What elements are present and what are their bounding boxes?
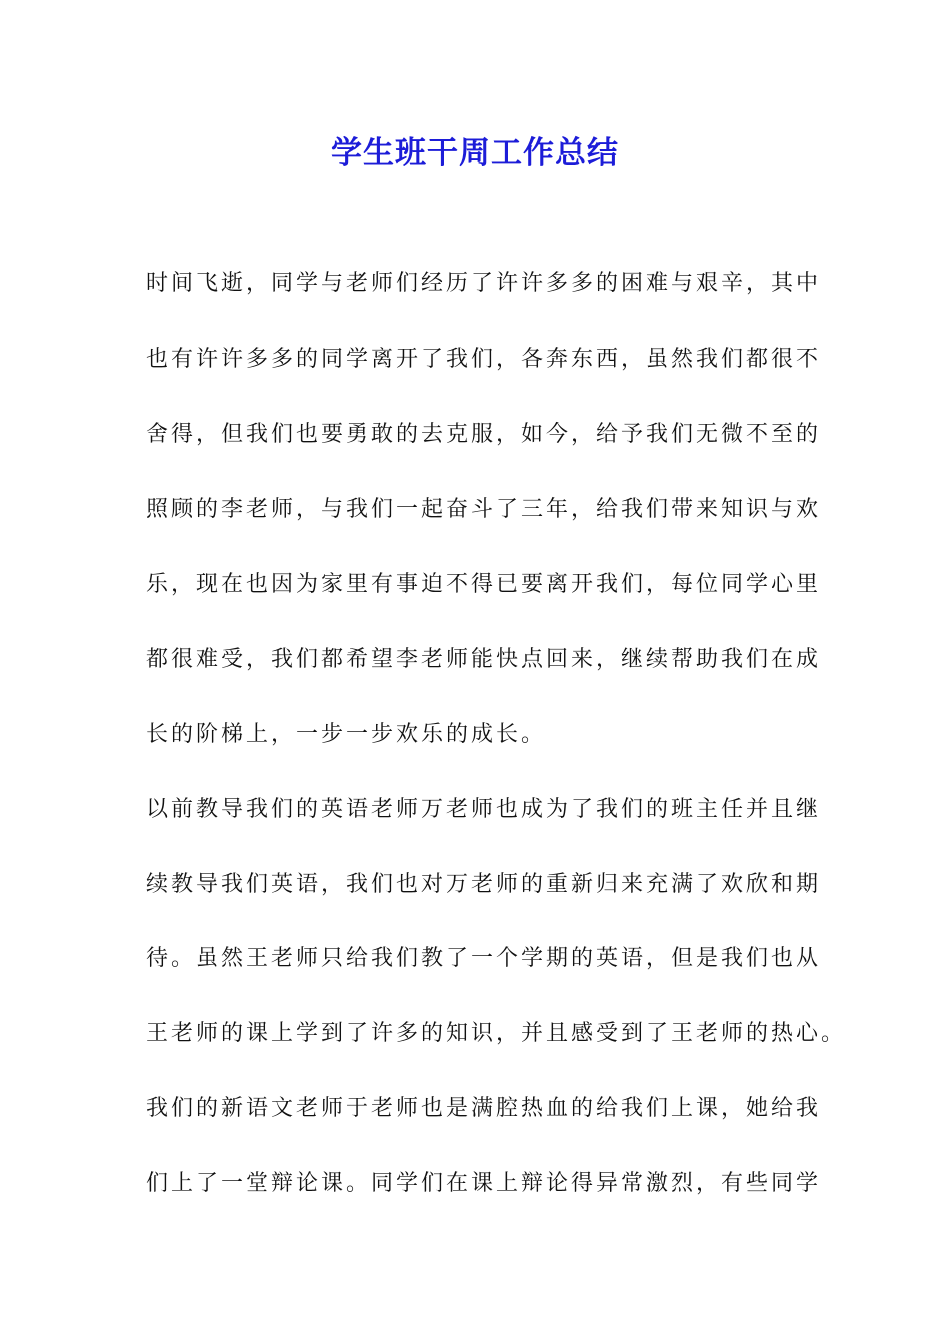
text-line: 也有许许多多的同学离开了我们，各奔东西，虽然我们都很不 <box>146 347 822 372</box>
text-line: 照顾的李老师，与我们一起奋斗了三年，给我们带来知识与欢 <box>146 497 822 522</box>
text-line: 舍得，但我们也要勇敢的去克服，如今，给予我们无微不至的 <box>146 422 822 447</box>
document-title: 学生班干周工作总结 <box>331 135 619 171</box>
text-line: 都很难受，我们都希望李老师能快点回来，继续帮助我们在成 <box>146 647 822 672</box>
text-line: 乐，现在也因为家里有事迫不得已要离开我们，每位同学心里 <box>146 572 822 597</box>
text-line: 我们的新语文老师于老师也是满腔热血的给我们上课，她给我 <box>146 1096 822 1121</box>
text-line: 王老师的课上学到了许多的知识，并且感受到了王老师的热心。 <box>146 1021 847 1046</box>
text-line: 长的阶梯上，一步一步欢乐的成长。 <box>146 722 547 747</box>
text-line: 待。虽然王老师只给我们教了一个学期的英语，但是我们也从 <box>146 946 822 971</box>
text-line: 续教导我们英语，我们也对万老师的重新归来充满了欢欣和期 <box>146 872 822 897</box>
text-line: 时间飞逝，同学与老师们经历了许许多多的困难与艰辛，其中 <box>146 271 822 296</box>
text-line: 以前教导我们的英语老师万老师也成为了我们的班主任并且继 <box>146 797 822 822</box>
text-line: 们上了一堂辩论课。同学们在课上辩论得异常激烈，有些同学 <box>146 1171 822 1196</box>
